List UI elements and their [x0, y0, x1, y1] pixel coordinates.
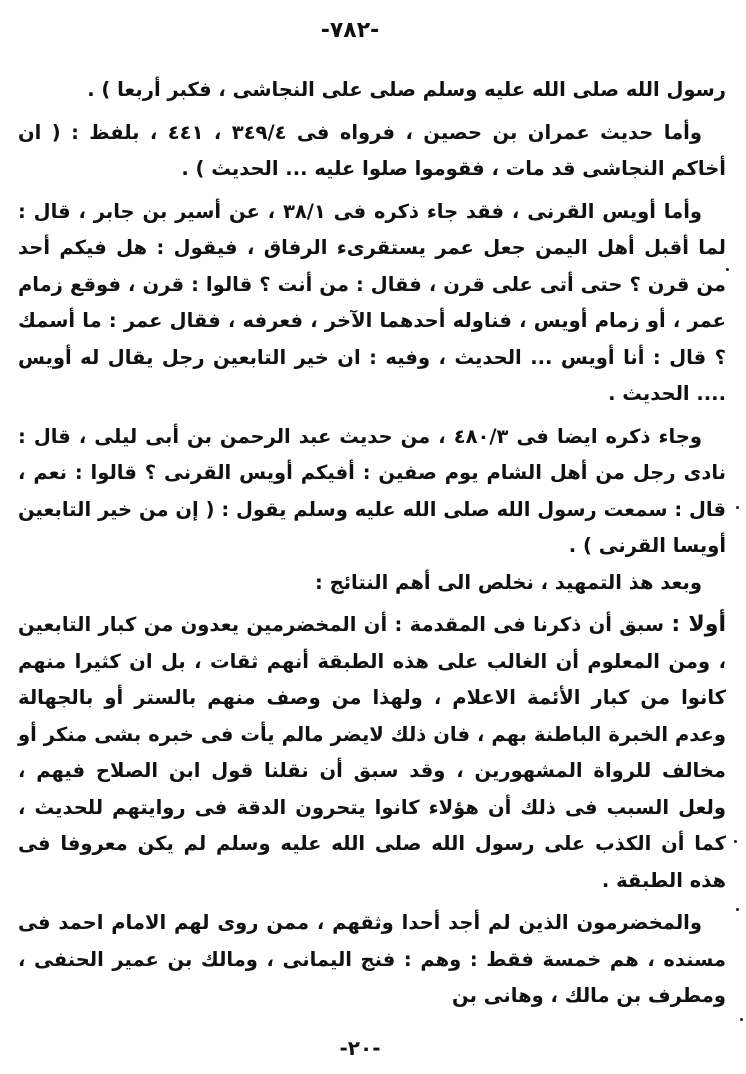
paragraph-4: وجاء ذكره ايضا فى ٤٨٠/٣ ، من حديث عبد الرحمن بن أبى ليلى ، قال : نادى رجل من أهل الشام يوم صفين : أفيكم أويس القرنى ؟ قالوا : نعم ، قال : سمعت رسول الله صلى الله عليه وسلم يقول : ( إن من خير التابعين أويسا القرنى ) . [18, 424, 726, 557]
margin-speck [726, 268, 729, 271]
paragraph-1: رسول الله صلى الله عليه وسلم صلى على النجاشى ، فكبر أربعا ) . [87, 78, 726, 101]
margin-speck [736, 506, 739, 509]
body-text [18, 72, 726, 1015]
page-number-bottom: -٢٠- [339, 1036, 381, 1060]
page-number-top: -٧٨٢- [320, 18, 380, 43]
paragraph-3: وأما أويس القرنى ، فقد جاء ذكره فى ٣٨/١ ، عن أسير بن جابر ، قال : لما أقبل أهل اليمن جعل عمر يستقرىء الرفاق ، فيقول : هل فيكم أحد من قرن ؟ حتى أتى على قرن ، فقال : من أنت ؟ قالوا : قرن ، فوقع زمام عمر ، أو زمام أويس ، فناوله أحدهما الآخر ، فعرفه ، فقال عمر : ما أسمك ؟ قال : أنا أويس ... الحديث ، وفيه : ان خير التابعين رجل يقال له أويس .... الحديث . [18, 199, 726, 405]
margin-speck [734, 840, 737, 843]
margin-speck [740, 1018, 743, 1021]
paragraph-6-text: سبق أن ذكرنا فى المقدمة : أن المخضرمين يعدون من كبار التابعين ، ومن المعلوم أن الغالب على هذه الطبقة أنهم ثقات ، بل ان كثيرا منهم كانوا من كبار الأئمة الاعلام ، ولهذا من وصف منهم بالستر أو بالجهالة وعدم الخبرة الباطنة بهم ، فان ذلك لايضر مالم يأت فى خبره بشى منكر أو مخالف للرواة المشهورين ، وقد سبق أن نقلنا قول ابن الصلاح فيهم ، ولعل السبب فى ذلك أن هؤلاء كانوا يتحرون الدقة فى روايتهم للحديث ، كما أن الكذب على رسول الله صلى الله عليه وسلم لم يكن معروفا فى هذه الطبقة . [18, 613, 726, 892]
paragraph-7: والمخضرمون الذين لم أجد أحدا وثقهم ، ممن روى لهم الامام احمد فى مسنده ، هم خمسة فقط : وهم : فنج اليمانى ، ومالك بن عمير الحنفى ، ومطرف بن مالك ، وهانى بن [18, 911, 726, 1007]
paragraph-6 [18, 607, 726, 899]
run-in-label: أولا : [671, 612, 726, 637]
paragraph-5: وبعد هذ التمهيد ، نخلص الى أهم النتائج : [315, 570, 702, 594]
margin-speck [736, 908, 739, 911]
paragraph-2: وأما حديث عمران بن حصين ، فرواه فى ٣٤٩/٤ ، ٤٤١ ، بلفظ : ( ان أخاكم النجاشى قد مات ، فقوموا صلوا عليه ... الحديث ) . [18, 120, 726, 180]
